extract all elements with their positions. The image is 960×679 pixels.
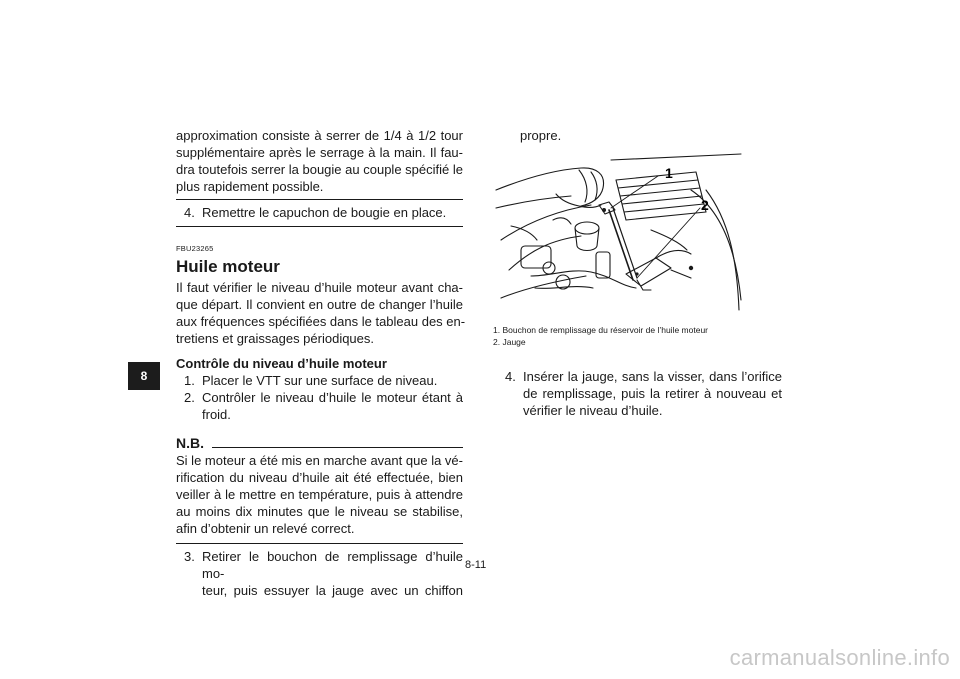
step-text: Remettre le capuchon de bougie en place. [202, 205, 447, 220]
step-text: vérifier le niveau d’huile. [523, 403, 663, 418]
step-text: froid. [202, 407, 231, 422]
page-number: 8-11 [465, 559, 487, 571]
step-text: teur, puis essuyer la jauge avec un chiffon [202, 583, 463, 598]
subsection-title: Contrôle du niveau d’huile moteur [176, 356, 387, 371]
step-item [176, 372, 463, 389]
step-item [176, 389, 463, 423]
divider [212, 447, 463, 448]
text-line: au moins dix minutes que le niveau se stabilise, [176, 504, 463, 519]
step-number: 3. [184, 549, 195, 564]
step-text: Insérer la jauge, sans la visser, dans l’orifice [523, 369, 782, 384]
chapter-tab: 8 [128, 362, 160, 390]
continuation-text: propre. [520, 128, 562, 143]
text-line: plus rapidement possible. [176, 179, 324, 194]
divider [176, 199, 463, 200]
section-title: Huile moteur [176, 257, 280, 276]
figure-captions [493, 324, 783, 348]
intro-paragraph [176, 127, 463, 195]
step-text: Retirer le bouchon de remplissage d’huile mo- [202, 549, 463, 581]
right-column [497, 127, 782, 144]
step-number: 1. [184, 373, 195, 388]
note-label: N.B. [176, 435, 204, 451]
caption-text: Bouchon de remplissage du réservoir de l’huile moteur [502, 325, 708, 335]
step-text: Contrôler le niveau d’huile le moteur étant à [202, 390, 463, 405]
figure-label: 2 [701, 197, 709, 213]
watermark: carmanualsonline.info [729, 645, 950, 670]
step-item [497, 368, 782, 419]
engine-drawing [491, 150, 745, 316]
step-number: 4. [184, 205, 195, 220]
step-item [176, 204, 463, 221]
note-header [176, 435, 463, 452]
step-text: Placer le VTT sur une surface de niveau. [202, 373, 438, 388]
caption-item [493, 324, 783, 336]
text-line: Si le moteur a été mis en marche avant que la vé- [176, 453, 463, 468]
text-line: approximation consiste à serrer de 1/4 à 1/2 tour [176, 128, 463, 143]
section-intro [176, 279, 466, 347]
text-line: rification du niveau d’huile ait été effectuée, bien [176, 470, 463, 485]
figure-label: 1 [665, 165, 673, 181]
text-line: tretiens et graissages périodiques. [176, 331, 375, 346]
step-number: 2. [184, 390, 195, 405]
caption-number: 1. [493, 325, 501, 335]
text-line: aux fréquences spécifiées dans le tableau des en- [176, 314, 466, 329]
text-line: veiller à le mettre en température, puis à attendre [176, 487, 463, 502]
divider [176, 543, 463, 544]
step-number: 4. [505, 369, 516, 384]
text-line: afin d’obtenir un relevé correct. [176, 521, 355, 536]
step-item [176, 548, 463, 599]
note-body [176, 452, 463, 537]
divider [176, 226, 463, 227]
text-line: supplémentaire après le serrage à la main. Il fau- [176, 145, 463, 160]
step-text: de remplissage, puis la retirer à nouveau et [523, 386, 782, 401]
caption-number: 2. [493, 337, 501, 347]
engine-illustration [491, 150, 745, 316]
caption-text: Jauge [502, 337, 526, 347]
text-line: que départ. Il convient en outre de changer l’huile [176, 297, 463, 312]
text-line: dra toutefois serrer la bougie au couple spécifié le [176, 162, 463, 177]
caption-item [493, 336, 783, 348]
section-code: FBU23265 [176, 244, 214, 253]
left-column [176, 127, 466, 599]
text-line: Il faut vérifier le niveau d’huile moteur avant cha- [176, 280, 463, 295]
right-step [497, 368, 782, 419]
